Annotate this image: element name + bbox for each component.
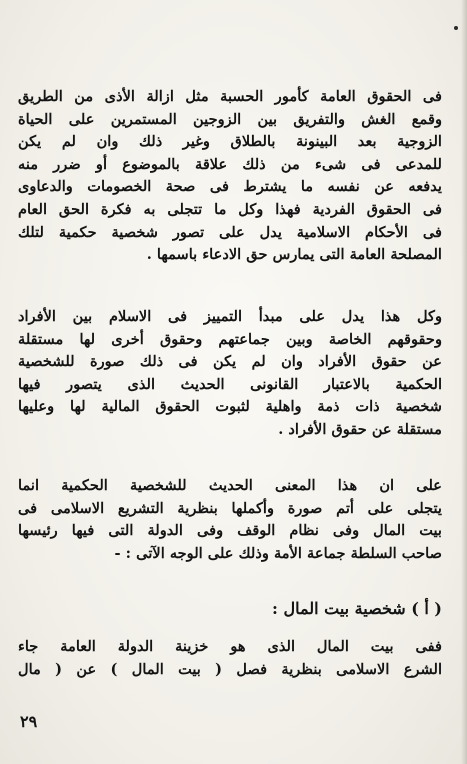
text-line: الزوجية بعد البينونة بالطلاق وغير ذلك وان لم يكن	[18, 133, 442, 151]
paragraph-1	[18, 86, 442, 267]
text-line: يتجلى على أتم صورة وأكملها بنظرية التشريع الاسلامى فى	[18, 499, 442, 517]
page-edge-shadow	[461, 0, 467, 764]
text-line: الحكمية بالاعتبار القانونى الحديث الذى يتصور فيها	[18, 375, 442, 393]
text-line: الشرع الاسلامى بنظرية فصل ( بيت المال ) عن ( مال	[18, 660, 442, 678]
paragraph-2	[18, 306, 442, 442]
text-line: وقمع الغش والتفريق بين الزوجين المستمرين على الحياة	[18, 110, 442, 128]
text-line: وكل هذا يدل على مبدأ التمييز فى الاسلام بين الأفراد	[18, 308, 442, 325]
paragraph-4	[18, 636, 442, 681]
text-line: فى الحقوق الفردية فهذا وكل ما تتجلى به فكرة الحق العام	[18, 200, 442, 218]
text-line: شخصية ذات ذمة واهلية لثبوت الحقوق المالية لها وعليها	[18, 398, 442, 416]
text-line: للمدعى فى شىء من ذلك علاقة بالموضوع أو ضرر منه	[18, 155, 442, 173]
text-line: صاحب السلطة جماعة الأمة وذلك على الوجه الآتى : -	[114, 544, 442, 562]
text-line: عن حقوق الأفراد وان لم يكن فى ذلك صورة للشخصية	[18, 353, 442, 371]
text-line: ففى بيت المال الذى هو خزينة الدولة العامة جاء	[18, 638, 442, 655]
text-line: المصلحة العامة التى يمارس حق الادعاء باسمها .	[146, 246, 442, 264]
section-heading: ( أ ) شخصية بيت المال :	[272, 599, 442, 618]
text-line: فى الحقوق العامة كأمور الحسبة مثل ازالة الأذى من الطريق	[18, 88, 442, 105]
page-number: ٢٩	[20, 712, 38, 731]
text-line: على ان هذا المعنى الحديث للشخصية الحكمية انما	[18, 477, 442, 494]
text-line: مستقلة عن حقوق الأفراد .	[278, 420, 442, 438]
text-line: بيت المال وفى نظام الوقف وفى الدولة التى فيها رئيسها	[18, 522, 442, 540]
text-line: فى الأحكام الاسلامية يدل على تصور شخصية حكمية لتلك	[18, 223, 442, 241]
paragraph-3	[18, 475, 442, 565]
text-line: يدفعه عن نفسه ما يشترط فى صحة الخصومات والدعاوى	[18, 178, 442, 196]
print-speck	[454, 26, 458, 30]
text-line: وحقوقهم الخاصة وبين جماعتهم وحقوق أخرى لها مستقلة	[18, 330, 442, 348]
